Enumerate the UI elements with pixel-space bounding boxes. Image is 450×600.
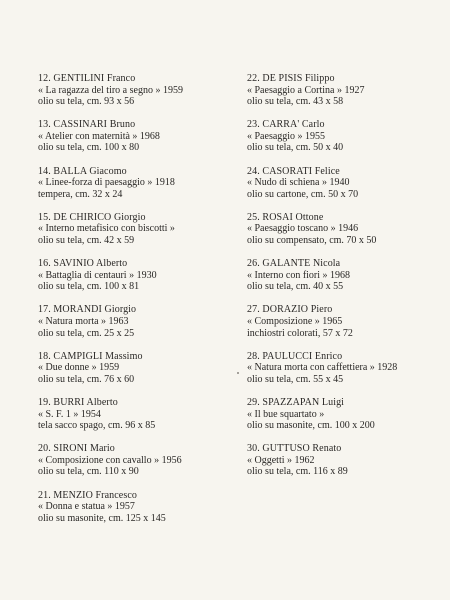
entry-number: 29. xyxy=(247,396,260,408)
artist-first-name: Mario xyxy=(89,443,115,455)
entry-number: 17. xyxy=(38,304,51,316)
right-column xyxy=(247,73,447,490)
artwork-medium: olio su tela, cm. 55 x 45 xyxy=(247,373,344,385)
artwork-medium: tela sacco spago, cm. 96 x 85 xyxy=(38,420,156,432)
artist-surname: SIRONI xyxy=(53,443,88,455)
artist-surname: CAMPIGLI xyxy=(53,350,103,362)
artist-first-name: Ottone xyxy=(295,211,324,223)
artist-surname: MENZIO xyxy=(53,489,93,501)
catalog-entry xyxy=(38,166,238,201)
artwork-medium: olio su tela, cm. 76 x 60 xyxy=(38,373,135,385)
entry-heading xyxy=(38,351,238,363)
artwork-title: « Il bue squartato » xyxy=(247,408,325,420)
artist-first-name: Filippo xyxy=(305,73,335,84)
artist-first-name: Francesco xyxy=(95,489,137,501)
entry-number: 13. xyxy=(38,119,51,131)
entry-heading xyxy=(247,443,447,455)
catalog-entry xyxy=(38,212,238,247)
artwork-medium: tempera, cm. 32 x 24 xyxy=(38,188,123,200)
print-speck xyxy=(237,372,239,374)
artist-surname: CASSINARI xyxy=(53,119,108,131)
artwork-medium: olio su tela, cm. 40 x 55 xyxy=(247,281,344,293)
artwork-medium: olio su masonite, cm. 100 x 200 xyxy=(247,420,375,432)
artwork-medium: olio su cartone, cm. 50 x 70 xyxy=(247,188,359,200)
entry-heading xyxy=(38,119,238,131)
artist-surname: CARRA' xyxy=(262,119,300,131)
entry-heading xyxy=(38,212,238,224)
entry-heading xyxy=(38,258,238,270)
artist-first-name: Giorgio xyxy=(104,304,137,316)
catalog-entry xyxy=(38,258,238,293)
artwork-medium: olio su tela, cm. 42 x 59 xyxy=(38,235,135,247)
artist-surname: GUTTUSO xyxy=(262,443,310,455)
artwork-medium: inchiostri colorati, 57 x 72 xyxy=(247,327,353,339)
artist-first-name: Giorgio xyxy=(113,211,146,223)
artwork-title: « Interno metafisico con biscotti » xyxy=(38,223,175,235)
artist-first-name: Carlo xyxy=(301,119,325,131)
entry-heading xyxy=(247,258,447,270)
artist-first-name: Felice xyxy=(314,165,340,177)
entry-heading xyxy=(38,304,238,316)
entry-number: 18. xyxy=(38,350,51,362)
artwork-title: « S. F. 1 » 1954 xyxy=(38,408,101,420)
entry-number: 23. xyxy=(247,119,260,131)
entry-heading xyxy=(247,397,447,409)
catalog-entry xyxy=(247,351,447,386)
artwork-medium: olio su compensato, cm. 70 x 50 xyxy=(247,235,377,247)
artwork-medium: olio su masonite, cm. 125 x 145 xyxy=(38,512,166,524)
artwork-title: « Natura morta » 1963 xyxy=(38,316,129,327)
entry-number: 24. xyxy=(247,165,260,177)
artwork-title: « Atelier con maternità » 1968 xyxy=(38,130,160,142)
artist-first-name: Giacomo xyxy=(89,165,127,177)
artist-surname: DE PISIS xyxy=(262,73,303,84)
entry-heading xyxy=(38,443,238,455)
artwork-title: « La ragazza del tiro a segno » 1959 xyxy=(38,84,183,96)
artwork-medium: olio su tela, cm. 116 x 89 xyxy=(247,466,348,478)
artist-surname: PAULUCCI xyxy=(262,350,313,362)
artwork-title: « Linee-forza di paesaggio » 1918 xyxy=(38,177,175,189)
artist-surname: DE CHIRICO xyxy=(53,211,112,223)
catalog-entry xyxy=(247,397,447,432)
artist-surname: BURRI xyxy=(53,396,85,408)
artist-surname: SPAZZAPAN xyxy=(262,396,320,408)
catalog-entry xyxy=(247,443,447,478)
entry-number: 30. xyxy=(247,443,260,455)
artwork-title: « Oggetti » 1962 xyxy=(247,454,315,466)
entry-heading xyxy=(38,490,238,502)
artist-first-name: Alberto xyxy=(86,396,118,408)
artwork-title: « Due donne » 1959 xyxy=(38,362,120,374)
artwork-medium: olio su tela, cm. 100 x 80 xyxy=(38,142,140,154)
artwork-medium: olio su tela, cm. 50 x 40 xyxy=(247,142,344,154)
artwork-title: « Interno con fiori » 1968 xyxy=(247,269,351,281)
artist-surname: DORAZIO xyxy=(262,304,309,316)
artist-first-name: Enrico xyxy=(314,350,343,362)
artist-surname: BALLA xyxy=(53,165,87,177)
artist-first-name: Franco xyxy=(106,73,136,84)
artwork-title: « Paesaggio toscano » 1946 xyxy=(247,223,359,235)
catalog-entry xyxy=(38,443,238,478)
artist-first-name: Bruno xyxy=(109,119,136,131)
entry-heading xyxy=(38,397,238,409)
artist-first-name: Massimo xyxy=(105,350,143,362)
entry-number: 26. xyxy=(247,258,260,270)
artist-surname: MORANDI xyxy=(53,304,102,316)
entry-number: 16. xyxy=(38,258,51,270)
artist-surname: ROSAI xyxy=(262,211,293,223)
artist-surname: GENTILINI xyxy=(53,73,105,84)
catalog-entry xyxy=(247,304,447,339)
artist-first-name: Renato xyxy=(312,443,342,455)
artist-first-name: Nicola xyxy=(312,258,341,270)
artist-surname: GALANTE xyxy=(262,258,311,270)
artist-first-name: Piero xyxy=(310,304,333,316)
catalog-entry xyxy=(247,166,447,201)
artwork-title: « Composizione con cavallo » 1956 xyxy=(38,454,182,466)
left-column xyxy=(38,73,238,536)
entry-number: 27. xyxy=(247,304,260,316)
artwork-medium: olio su tela, cm. 25 x 25 xyxy=(38,327,135,339)
entry-heading xyxy=(247,166,447,178)
artwork-title: « Donna e statua » 1957 xyxy=(38,501,135,513)
catalog-entry xyxy=(247,119,447,154)
catalog-entry xyxy=(38,397,238,432)
entry-number: 21. xyxy=(38,489,51,501)
catalog-entry xyxy=(38,119,238,154)
artwork-medium: olio su tela, cm. 43 x 58 xyxy=(247,96,344,108)
entry-number: 19. xyxy=(38,396,51,408)
entry-number: 22. xyxy=(247,73,260,84)
artwork-title: « Natura morta con caffettiera » 1928 xyxy=(247,362,398,374)
catalog-entry xyxy=(38,73,238,108)
artwork-medium: olio su tela, cm. 110 x 90 xyxy=(38,466,139,478)
catalog-entry xyxy=(38,490,238,525)
catalog-entry xyxy=(38,304,238,339)
entry-number: 25. xyxy=(247,211,260,223)
entry-heading xyxy=(247,73,447,85)
catalog-entry xyxy=(247,212,447,247)
entry-number: 12. xyxy=(38,73,51,84)
artwork-title: « Battaglia di centauri » 1930 xyxy=(38,269,157,281)
catalog-entry xyxy=(247,73,447,108)
entry-number: 20. xyxy=(38,443,51,455)
entry-heading xyxy=(247,119,447,131)
entry-number: 15. xyxy=(38,211,51,223)
artist-first-name: Luigi xyxy=(321,396,345,408)
entry-number: 14. xyxy=(38,165,51,177)
artwork-medium: olio su tela, cm. 100 x 81 xyxy=(38,281,140,293)
catalog-entry xyxy=(247,258,447,293)
entry-heading xyxy=(38,166,238,178)
artwork-title: « Paesaggio a Cortina » 1927 xyxy=(247,84,365,96)
artist-surname: SAVINIO xyxy=(53,258,94,270)
artwork-title: « Nudo di schiena » 1940 xyxy=(247,177,350,189)
artist-first-name: Alberto xyxy=(96,258,128,270)
artwork-title: « Composizione » 1965 xyxy=(247,316,343,327)
entry-number: 28. xyxy=(247,350,260,362)
entry-heading xyxy=(247,212,447,224)
entry-heading xyxy=(38,73,238,85)
entry-heading xyxy=(247,351,447,363)
artist-surname: CASORATI xyxy=(262,165,313,177)
catalog-entry xyxy=(38,351,238,386)
artwork-medium: olio su tela, cm. 93 x 56 xyxy=(38,96,135,108)
artwork-title: « Paesaggio » 1955 xyxy=(247,130,326,142)
entry-heading xyxy=(247,304,447,316)
